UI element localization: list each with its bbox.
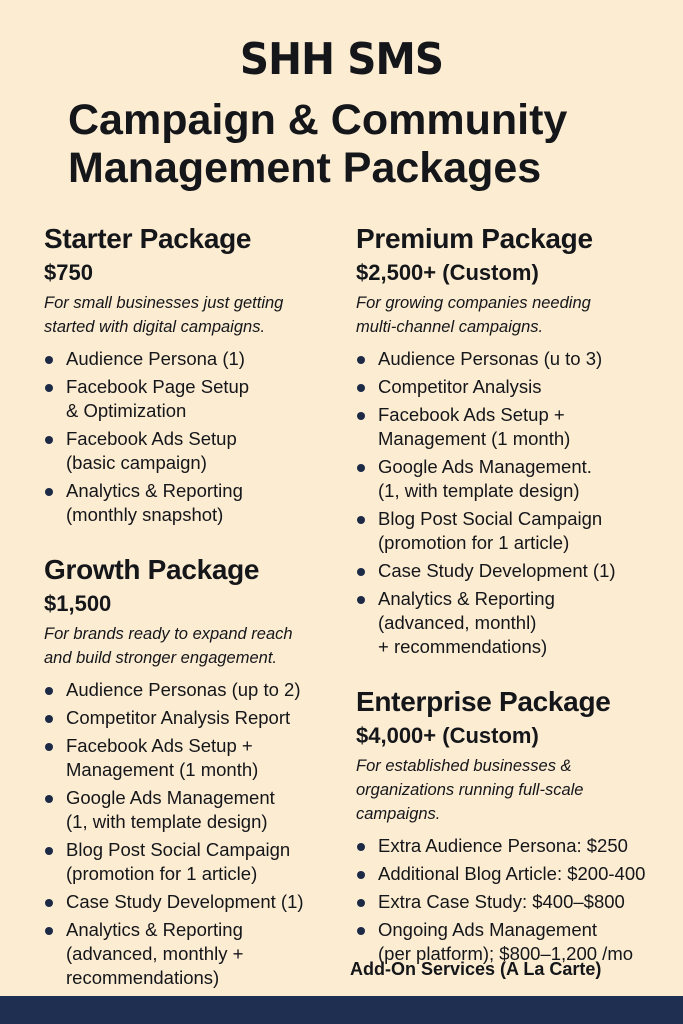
bullet-icon xyxy=(357,596,365,604)
bullet-icon xyxy=(45,899,53,907)
description-line: For brands ready to expand reach xyxy=(44,625,293,643)
bullet-icon xyxy=(357,412,365,420)
feature-item xyxy=(356,455,676,503)
feature-text: Extra Case Study: $400–$800 xyxy=(378,891,625,912)
addon-services-heading: Add-On Services (A La Carte) xyxy=(350,959,602,979)
feature-item xyxy=(44,706,340,730)
description-line: multi-channel campaigns. xyxy=(356,318,544,336)
description-line: For established businesses & xyxy=(356,757,572,775)
feature-text: Google Ads Management xyxy=(66,787,275,808)
feature-text: Extra Audience Persona: $250 xyxy=(378,835,628,856)
feature-text: Case Study Development (1) xyxy=(66,891,304,912)
feature-list xyxy=(356,347,676,659)
feature-text: Google Ads Management. xyxy=(378,456,592,477)
feature-item xyxy=(356,375,676,399)
feature-text: Management (1 month) xyxy=(378,428,571,449)
feature-item xyxy=(44,347,340,371)
footer-bar xyxy=(0,996,683,1024)
feature-text: Blog Post Social Campaign xyxy=(66,839,291,860)
feature-item xyxy=(44,890,340,914)
feature-item xyxy=(44,678,340,702)
feature-item xyxy=(44,479,340,527)
feature-text: (advanced, monthly + xyxy=(66,943,244,964)
feature-item xyxy=(356,587,676,659)
description-line: For growing companies needing xyxy=(356,294,591,312)
package-description xyxy=(356,291,676,339)
bullet-icon xyxy=(357,843,365,851)
package-name: Premium Package xyxy=(356,223,593,254)
feature-text: Analytics & Reporting xyxy=(378,588,555,609)
feature-item xyxy=(44,375,340,423)
package-price: $1,500 xyxy=(44,591,112,616)
bullet-icon xyxy=(45,715,53,723)
bullet-icon xyxy=(357,464,365,472)
feature-item xyxy=(44,918,340,990)
feature-text: (basic campaign) xyxy=(66,452,207,473)
bullet-icon xyxy=(357,384,365,392)
bullet-icon xyxy=(357,516,365,524)
bullet-icon xyxy=(357,899,365,907)
feature-text: Facebook Ads Setup + xyxy=(66,735,253,756)
package-name: Enterprise Package xyxy=(356,686,611,717)
feature-text: Audience Personas (u to 3) xyxy=(378,348,603,369)
feature-list xyxy=(356,834,676,966)
package-price: $4,000+ (Custom) xyxy=(356,723,539,748)
bullet-icon xyxy=(45,384,53,392)
package-description xyxy=(356,754,676,826)
feature-text: Analytics & Reporting xyxy=(66,919,243,940)
feature-item xyxy=(356,890,676,914)
starter-package xyxy=(44,222,340,527)
page-title xyxy=(68,96,668,192)
bullet-icon xyxy=(357,871,365,879)
bullet-icon xyxy=(357,927,365,935)
feature-list xyxy=(44,347,340,527)
feature-text: Competitor Analysis Report xyxy=(66,707,291,728)
package-description xyxy=(44,291,340,339)
bullet-icon xyxy=(45,795,53,803)
bullet-icon xyxy=(45,687,53,695)
feature-item xyxy=(44,786,340,834)
feature-item xyxy=(356,834,676,858)
brand-name: SHH SMS xyxy=(239,34,444,85)
description-line: organizations running full-scale xyxy=(356,781,584,799)
feature-item xyxy=(356,507,676,555)
feature-text: (1, with template design) xyxy=(378,480,580,501)
feature-text: (per platform); $800–1,200 /mo xyxy=(378,943,634,964)
description-line: campaigns. xyxy=(356,805,441,823)
left-column xyxy=(44,222,340,994)
feature-text: Facebook Ads Setup xyxy=(66,428,237,449)
package-name: Starter Package xyxy=(44,223,252,254)
bullet-icon xyxy=(45,356,53,364)
bullet-icon xyxy=(45,743,53,751)
feature-text: + recommendations) xyxy=(378,636,548,657)
bullet-icon xyxy=(45,847,53,855)
feature-item xyxy=(44,734,340,782)
feature-text: Additional Blog Article: $200-400 xyxy=(378,863,646,884)
description-line: For small businesses just getting xyxy=(44,294,284,312)
feature-item xyxy=(44,838,340,886)
feature-text: recommendations) xyxy=(66,967,220,988)
title-line-1: Campaign & Community xyxy=(68,96,568,144)
premium-package xyxy=(356,222,676,659)
feature-item xyxy=(44,427,340,475)
feature-text: Audience Personas (up to 2) xyxy=(66,679,301,700)
feature-text: (promotion for 1 article) xyxy=(378,532,570,553)
feature-text: (promotion for 1 article) xyxy=(66,863,258,884)
bullet-icon xyxy=(357,356,365,364)
feature-text: Analytics & Reporting xyxy=(66,480,243,501)
feature-text: Audience Persona (1) xyxy=(66,348,245,369)
feature-text: Facebook Ads Setup + xyxy=(378,404,565,425)
feature-text: (advanced, monthl) xyxy=(378,612,537,633)
feature-text: Facebook Page Setup xyxy=(66,376,250,397)
package-name: Growth Package xyxy=(44,554,260,585)
package-price: $2,500+ (Custom) xyxy=(356,260,539,285)
feature-text: Competitor Analysis xyxy=(378,376,542,397)
bullet-icon xyxy=(45,488,53,496)
growth-package xyxy=(44,553,340,990)
feature-text: (1, with template design) xyxy=(66,811,268,832)
feature-list xyxy=(44,678,340,990)
bullet-icon xyxy=(357,568,365,576)
feature-item xyxy=(356,559,676,583)
feature-text: Blog Post Social Campaign xyxy=(378,508,603,529)
feature-item xyxy=(356,347,676,371)
enterprise-package xyxy=(356,685,676,966)
feature-text: & Optimization xyxy=(66,400,187,421)
feature-text: Case Study Development (1) xyxy=(378,560,616,581)
feature-item xyxy=(356,862,676,886)
right-column xyxy=(356,222,676,970)
package-price: $750 xyxy=(44,260,93,285)
description-line: and build stronger engagement. xyxy=(44,649,277,667)
feature-item xyxy=(356,403,676,451)
package-description xyxy=(44,622,340,670)
feature-text: Ongoing Ads Management xyxy=(378,919,598,940)
description-line: started with digital campaigns. xyxy=(44,318,266,336)
bullet-icon xyxy=(45,436,53,444)
bullet-icon xyxy=(45,927,53,935)
feature-text: (monthly snapshot) xyxy=(66,504,224,525)
title-line-2: Management Packages xyxy=(68,144,542,192)
feature-text: Management (1 month) xyxy=(66,759,259,780)
